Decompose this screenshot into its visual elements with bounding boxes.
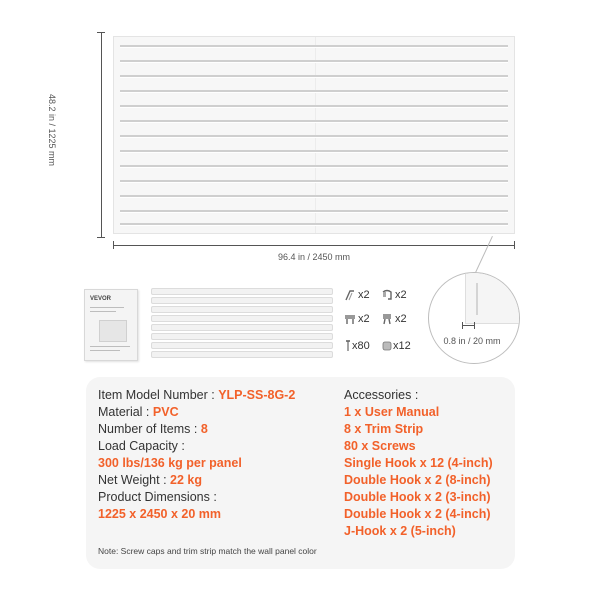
- height-dimension-label: 48.2 in / 1225 mm: [47, 93, 57, 167]
- trim-strip: [151, 351, 333, 358]
- panel-slat: [120, 165, 508, 168]
- spec-dims-row: [98, 489, 217, 505]
- accessories-title: Accessories :: [344, 388, 419, 402]
- spec-load-value: 300 lbs/136 kg per panel: [98, 456, 242, 470]
- panel-slat: [120, 210, 508, 213]
- wall-panel-illustration: [113, 36, 515, 234]
- manual-text-line: [90, 346, 130, 347]
- double-hook-icon: [344, 313, 356, 325]
- panel-slat: [120, 120, 508, 123]
- spec-model-key: Item Model Number :: [98, 388, 219, 402]
- slot-detail-groove: [476, 283, 478, 315]
- spec-items-row: [98, 421, 208, 437]
- trim-strip: [151, 324, 333, 331]
- panel-slat: [120, 135, 508, 138]
- manual-picture: [99, 320, 127, 342]
- accessory-count: x2: [395, 289, 407, 301]
- accessory-count: x12: [393, 340, 411, 352]
- trim-strip: [151, 288, 333, 295]
- accessory-item: Double Hook x 2 (3-inch): [344, 490, 491, 504]
- slot-dimension-tick-right: [474, 322, 475, 329]
- height-dimension-line: [101, 32, 102, 238]
- accessory-count: x2: [358, 313, 370, 325]
- slot-detail-panel: [465, 273, 520, 324]
- slot-dimension-line: [462, 325, 474, 326]
- height-dimension-tick-top: [97, 32, 105, 33]
- panel-slat: [120, 180, 508, 183]
- trim-strip: [151, 297, 333, 304]
- manual-text-line: [90, 311, 116, 312]
- accessory-item: Double Hook x 2 (8-inch): [344, 473, 491, 487]
- spec-dims-value-row: [98, 506, 221, 522]
- accessory-item: 8 x Trim Strip: [344, 422, 424, 436]
- manual-logo: VEVOR: [90, 296, 112, 302]
- single-hook-icon: [344, 289, 356, 301]
- spec-material-row: [98, 404, 179, 420]
- slot-detail-callout: [428, 272, 520, 364]
- height-dimension-tick-bottom: [97, 237, 105, 238]
- panel-slat: [120, 223, 508, 226]
- panel-slat: [120, 60, 508, 63]
- spec-dims-key: Product Dimensions :: [98, 490, 217, 504]
- spec-load-row: [98, 438, 185, 454]
- width-dimension-tick-left: [113, 241, 114, 249]
- accessory-item: Double Hook x 2 (4-inch): [344, 507, 491, 521]
- manual-text-line: [90, 350, 120, 351]
- panel-slat: [120, 45, 508, 48]
- spec-weight-key: Net Weight :: [98, 473, 171, 487]
- screw-cap-icon: [381, 340, 393, 352]
- spec-items-key: Number of Items :: [98, 422, 201, 436]
- accessory-item: 80 x Screws: [344, 439, 416, 453]
- width-dimension-label: 96.4 in / 2450 mm: [277, 252, 351, 262]
- trim-strip: [151, 306, 333, 313]
- panel-slat: [120, 75, 508, 78]
- spec-dims-value: 1225 x 2450 x 20 mm: [98, 507, 222, 521]
- spec-weight-row: [98, 472, 202, 488]
- double-hook-large-icon: [381, 313, 393, 325]
- spec-material-key: Material :: [98, 405, 153, 419]
- spec-load-key: Load Capacity :: [98, 439, 185, 453]
- accessory-count: x2: [395, 313, 407, 325]
- trim-strip: [151, 315, 333, 322]
- accessory-item: J-Hook x 2 (5-inch): [344, 524, 456, 538]
- spec-weight-value: 22 kg: [170, 473, 202, 487]
- panel-slat: [120, 195, 508, 198]
- trim-strip: [151, 333, 333, 340]
- spec-model-row: [98, 387, 295, 403]
- spec-load-value-row: [98, 455, 242, 471]
- width-dimension-line: [113, 245, 515, 246]
- accessory-count: x2: [358, 289, 370, 301]
- panel-slat: [120, 90, 508, 93]
- spec-model-value: YLP-SS-8G-2: [218, 388, 296, 402]
- j-hook-icon: [381, 289, 393, 301]
- spec-items-value: 8: [200, 422, 208, 436]
- accessory-item: 1 x User Manual: [344, 405, 440, 419]
- slot-dimension-label: 0.8 in / 20 mm: [443, 336, 501, 346]
- manual-text-line: [90, 307, 124, 308]
- accessory-count: x80: [352, 340, 370, 352]
- trim-strip: [151, 342, 333, 349]
- panel-slat: [120, 105, 508, 108]
- spec-material-value: PVC: [152, 405, 179, 419]
- accessory-item: Single Hook x 12 (4-inch): [344, 456, 493, 470]
- user-manual-illustration: [84, 289, 138, 361]
- footnote: Note: Screw caps and trim strip match the wall panel color: [98, 546, 317, 556]
- width-dimension-tick-right: [514, 241, 515, 249]
- panel-slat: [120, 150, 508, 153]
